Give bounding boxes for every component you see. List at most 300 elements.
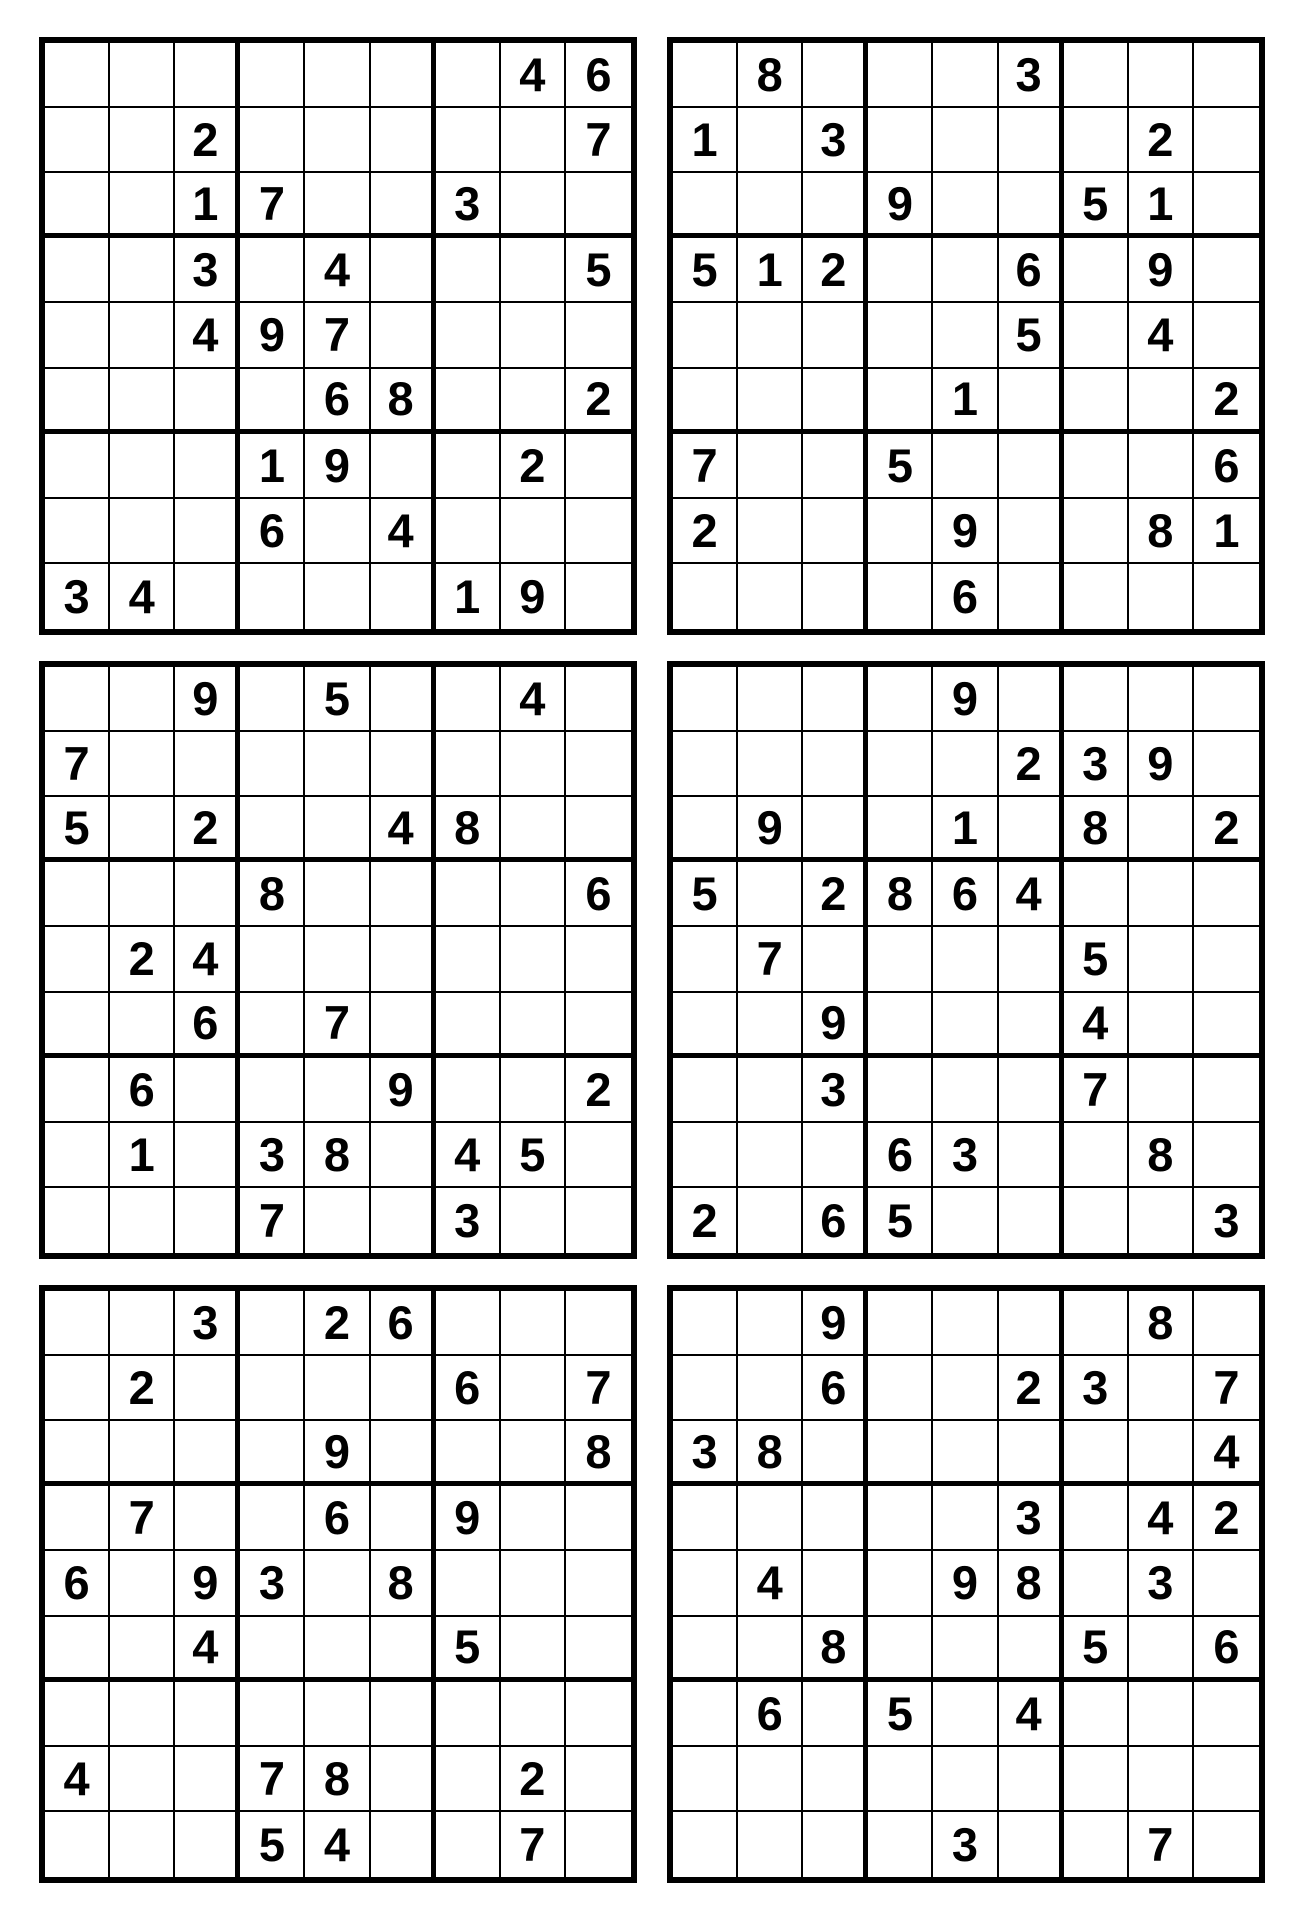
empty-cell-r7c8[interactable] (501, 1058, 566, 1123)
empty-cell-r9c4[interactable] (868, 564, 933, 629)
empty-cell-r1c7[interactable] (1064, 667, 1129, 732)
empty-cell-r7c1[interactable] (45, 1682, 110, 1747)
empty-cell-r5c1[interactable] (673, 1551, 738, 1616)
empty-cell-r9c8[interactable] (1129, 1188, 1194, 1253)
empty-cell-r5c5[interactable] (933, 927, 998, 992)
empty-cell-r1c6[interactable] (371, 43, 436, 108)
empty-cell-r1c7[interactable] (436, 1291, 501, 1356)
empty-cell-r3c9[interactable] (1194, 173, 1259, 238)
empty-cell-r4c7[interactable] (1064, 1486, 1129, 1551)
empty-cell-r8c8[interactable] (1129, 1747, 1194, 1812)
empty-cell-r6c5[interactable] (933, 1617, 998, 1682)
empty-cell-r6c7[interactable] (436, 369, 501, 434)
empty-cell-r6c3[interactable] (803, 369, 868, 434)
empty-cell-r8c6[interactable] (371, 1747, 436, 1812)
empty-cell-r2c2[interactable] (738, 108, 803, 173)
empty-cell-r3c3[interactable] (803, 173, 868, 238)
empty-cell-r4c6[interactable] (371, 862, 436, 927)
empty-cell-r8c2[interactable] (110, 1747, 175, 1812)
empty-cell-r1c4[interactable] (868, 667, 933, 732)
empty-cell-r9c6[interactable] (999, 564, 1064, 629)
empty-cell-r3c4[interactable] (240, 797, 305, 862)
empty-cell-r6c2[interactable] (738, 993, 803, 1058)
empty-cell-r4c6[interactable] (371, 238, 436, 303)
empty-cell-r1c4[interactable] (868, 43, 933, 108)
empty-cell-r9c1[interactable] (673, 1812, 738, 1877)
empty-cell-r7c2[interactable] (110, 434, 175, 499)
empty-cell-r9c6[interactable] (371, 1812, 436, 1877)
empty-cell-r1c9[interactable] (566, 1291, 631, 1356)
empty-cell-r2c4[interactable] (240, 732, 305, 797)
empty-cell-r3c2[interactable] (738, 173, 803, 238)
empty-cell-r8c7[interactable] (1064, 499, 1129, 564)
empty-cell-r9c7[interactable] (436, 1812, 501, 1877)
empty-cell-r1c9[interactable] (1194, 667, 1259, 732)
empty-cell-r2c5[interactable] (933, 732, 998, 797)
empty-cell-r6c4[interactable] (868, 369, 933, 434)
empty-cell-r9c7[interactable] (1064, 1812, 1129, 1877)
empty-cell-r5c5[interactable] (305, 1551, 370, 1616)
empty-cell-r5c3[interactable] (803, 303, 868, 368)
empty-cell-r4c4[interactable] (240, 1486, 305, 1551)
empty-cell-r8c6[interactable] (999, 1123, 1064, 1188)
empty-cell-r9c1[interactable] (673, 564, 738, 629)
empty-cell-r1c9[interactable] (1194, 43, 1259, 108)
empty-cell-r1c5[interactable] (933, 43, 998, 108)
empty-cell-r3c3[interactable] (175, 1421, 240, 1486)
empty-cell-r1c3[interactable] (803, 667, 868, 732)
empty-cell-r7c6[interactable] (999, 434, 1064, 499)
empty-cell-r7c9[interactable] (566, 1682, 631, 1747)
empty-cell-r9c3[interactable] (803, 564, 868, 629)
empty-cell-r6c8[interactable] (501, 1617, 566, 1682)
empty-cell-r4c2[interactable] (110, 862, 175, 927)
empty-cell-r9c9[interactable] (566, 1188, 631, 1253)
empty-cell-r5c2[interactable] (738, 303, 803, 368)
empty-cell-r8c9[interactable] (566, 499, 631, 564)
empty-cell-r2c4[interactable] (868, 1356, 933, 1421)
empty-cell-r5c9[interactable] (566, 303, 631, 368)
empty-cell-r8c2[interactable] (738, 1123, 803, 1188)
empty-cell-r3c6[interactable] (999, 797, 1064, 862)
empty-cell-r9c3[interactable] (175, 564, 240, 629)
empty-cell-r4c7[interactable] (1064, 862, 1129, 927)
empty-cell-r4c7[interactable] (1064, 238, 1129, 303)
empty-cell-r2c1[interactable] (45, 108, 110, 173)
empty-cell-r8c6[interactable] (999, 499, 1064, 564)
empty-cell-r5c4[interactable] (868, 1551, 933, 1616)
empty-cell-r5c7[interactable] (1064, 1551, 1129, 1616)
empty-cell-r6c7[interactable] (1064, 369, 1129, 434)
empty-cell-r9c9[interactable] (566, 1812, 631, 1877)
empty-cell-r2c6[interactable] (371, 732, 436, 797)
empty-cell-r7c5[interactable] (933, 434, 998, 499)
empty-cell-r3c8[interactable] (501, 1421, 566, 1486)
empty-cell-r1c7[interactable] (436, 43, 501, 108)
empty-cell-r2c5[interactable] (305, 1356, 370, 1421)
empty-cell-r9c2[interactable] (738, 1812, 803, 1877)
empty-cell-r6c2[interactable] (738, 369, 803, 434)
empty-cell-r9c2[interactable] (110, 1812, 175, 1877)
empty-cell-r7c7[interactable] (1064, 434, 1129, 499)
empty-cell-r7c4[interactable] (240, 1682, 305, 1747)
empty-cell-r4c8[interactable] (501, 862, 566, 927)
empty-cell-r7c3[interactable] (803, 1682, 868, 1747)
empty-cell-r1c6[interactable] (999, 1291, 1064, 1356)
empty-cell-r4c2[interactable] (110, 238, 175, 303)
empty-cell-r1c2[interactable] (110, 1291, 175, 1356)
empty-cell-r2c2[interactable] (110, 732, 175, 797)
empty-cell-r6c2[interactable] (110, 369, 175, 434)
empty-cell-r5c4[interactable] (868, 927, 933, 992)
empty-cell-r9c4[interactable] (240, 564, 305, 629)
empty-cell-r5c9[interactable] (1194, 927, 1259, 992)
empty-cell-r7c5[interactable] (933, 1058, 998, 1123)
empty-cell-r1c1[interactable] (45, 43, 110, 108)
empty-cell-r9c9[interactable] (1194, 1812, 1259, 1877)
empty-cell-r6c1[interactable] (673, 1617, 738, 1682)
empty-cell-r5c5[interactable] (305, 927, 370, 992)
empty-cell-r8c3[interactable] (175, 1747, 240, 1812)
empty-cell-r4c5[interactable] (305, 862, 370, 927)
empty-cell-r9c7[interactable] (1064, 564, 1129, 629)
empty-cell-r1c2[interactable] (110, 43, 175, 108)
empty-cell-r9c2[interactable] (110, 1188, 175, 1253)
empty-cell-r7c7[interactable] (436, 434, 501, 499)
empty-cell-r6c7[interactable] (436, 993, 501, 1058)
empty-cell-r2c3[interactable] (175, 732, 240, 797)
empty-cell-r2c5[interactable] (305, 108, 370, 173)
empty-cell-r7c7[interactable] (1064, 1682, 1129, 1747)
empty-cell-r2c4[interactable] (868, 108, 933, 173)
empty-cell-r4c2[interactable] (738, 862, 803, 927)
empty-cell-r8c9[interactable] (1194, 1747, 1259, 1812)
empty-cell-r7c2[interactable] (738, 1058, 803, 1123)
empty-cell-r3c7[interactable] (436, 1421, 501, 1486)
empty-cell-r3c8[interactable] (501, 797, 566, 862)
empty-cell-r9c3[interactable] (803, 1812, 868, 1877)
empty-cell-r2c9[interactable] (1194, 108, 1259, 173)
empty-cell-r1c3[interactable] (175, 43, 240, 108)
empty-cell-r5c3[interactable] (803, 927, 868, 992)
empty-cell-r4c6[interactable] (371, 1486, 436, 1551)
empty-cell-r6c6[interactable] (999, 369, 1064, 434)
empty-cell-r4c9[interactable] (1194, 238, 1259, 303)
empty-cell-r7c1[interactable] (673, 1058, 738, 1123)
empty-cell-r1c1[interactable] (45, 1291, 110, 1356)
empty-cell-r5c9[interactable] (1194, 1551, 1259, 1616)
empty-cell-r7c2[interactable] (110, 1682, 175, 1747)
empty-cell-r5c1[interactable] (45, 927, 110, 992)
empty-cell-r7c3[interactable] (803, 434, 868, 499)
empty-cell-r9c3[interactable] (175, 1188, 240, 1253)
empty-cell-r2c7[interactable] (1064, 108, 1129, 173)
empty-cell-r6c4[interactable] (240, 993, 305, 1058)
empty-cell-r7c9[interactable] (566, 434, 631, 499)
empty-cell-r6c5[interactable] (305, 1617, 370, 1682)
empty-cell-r5c7[interactable] (436, 1551, 501, 1616)
empty-cell-r1c4[interactable] (240, 1291, 305, 1356)
empty-cell-r5c2[interactable] (110, 1551, 175, 1616)
empty-cell-r8c9[interactable] (1194, 1123, 1259, 1188)
empty-cell-r5c7[interactable] (1064, 303, 1129, 368)
empty-cell-r4c3[interactable] (175, 862, 240, 927)
empty-cell-r8c3[interactable] (803, 1123, 868, 1188)
empty-cell-r5c4[interactable] (868, 303, 933, 368)
empty-cell-r9c5[interactable] (933, 1188, 998, 1253)
empty-cell-r7c4[interactable] (868, 1058, 933, 1123)
empty-cell-r6c2[interactable] (738, 1617, 803, 1682)
empty-cell-r8c1[interactable] (45, 499, 110, 564)
empty-cell-r6c6[interactable] (371, 1617, 436, 1682)
empty-cell-r3c3[interactable] (803, 797, 868, 862)
empty-cell-r2c1[interactable] (673, 1356, 738, 1421)
empty-cell-r5c8[interactable] (501, 303, 566, 368)
empty-cell-r8c8[interactable] (501, 499, 566, 564)
empty-cell-r2c5[interactable] (305, 732, 370, 797)
empty-cell-r6c1[interactable] (673, 369, 738, 434)
empty-cell-r3c6[interactable] (371, 1421, 436, 1486)
empty-cell-r8c2[interactable] (110, 499, 175, 564)
empty-cell-r2c5[interactable] (933, 1356, 998, 1421)
empty-cell-r9c2[interactable] (738, 564, 803, 629)
empty-cell-r5c5[interactable] (933, 303, 998, 368)
empty-cell-r7c8[interactable] (1129, 434, 1194, 499)
empty-cell-r1c7[interactable] (1064, 43, 1129, 108)
empty-cell-r5c2[interactable] (110, 303, 175, 368)
empty-cell-r3c5[interactable] (305, 173, 370, 238)
empty-cell-r3c2[interactable] (110, 173, 175, 238)
empty-cell-r7c5[interactable] (933, 1682, 998, 1747)
empty-cell-r2c4[interactable] (868, 732, 933, 797)
empty-cell-r5c7[interactable] (436, 303, 501, 368)
empty-cell-r5c8[interactable] (501, 927, 566, 992)
empty-cell-r2c9[interactable] (566, 732, 631, 797)
empty-cell-r3c4[interactable] (868, 797, 933, 862)
empty-cell-r9c9[interactable] (1194, 564, 1259, 629)
empty-cell-r2c1[interactable] (45, 1356, 110, 1421)
empty-cell-r1c7[interactable] (1064, 1291, 1129, 1356)
empty-cell-r2c6[interactable] (371, 1356, 436, 1421)
empty-cell-r8c7[interactable] (1064, 1123, 1129, 1188)
empty-cell-r1c8[interactable] (1129, 667, 1194, 732)
empty-cell-r8c5[interactable] (933, 1747, 998, 1812)
empty-cell-r8c6[interactable] (371, 1123, 436, 1188)
empty-cell-r6c4[interactable] (868, 993, 933, 1058)
empty-cell-r6c2[interactable] (110, 993, 175, 1058)
empty-cell-r8c7[interactable] (436, 1747, 501, 1812)
empty-cell-r4c2[interactable] (738, 1486, 803, 1551)
empty-cell-r4c8[interactable] (501, 1486, 566, 1551)
empty-cell-r8c9[interactable] (566, 1123, 631, 1188)
empty-cell-r4c5[interactable] (933, 1486, 998, 1551)
empty-cell-r5c4[interactable] (240, 927, 305, 992)
empty-cell-r3c1[interactable] (673, 173, 738, 238)
empty-cell-r9c5[interactable] (305, 564, 370, 629)
empty-cell-r1c8[interactable] (501, 1291, 566, 1356)
empty-cell-r8c1[interactable] (673, 1123, 738, 1188)
empty-cell-r9c2[interactable] (738, 1188, 803, 1253)
empty-cell-r8c2[interactable] (738, 499, 803, 564)
empty-cell-r6c1[interactable] (673, 993, 738, 1058)
empty-cell-r2c5[interactable] (933, 108, 998, 173)
empty-cell-r4c3[interactable] (803, 1486, 868, 1551)
empty-cell-r1c7[interactable] (436, 667, 501, 732)
empty-cell-r5c9[interactable] (566, 927, 631, 992)
empty-cell-r1c8[interactable] (1129, 43, 1194, 108)
empty-cell-r6c2[interactable] (110, 1617, 175, 1682)
empty-cell-r3c4[interactable] (868, 1421, 933, 1486)
empty-cell-r5c9[interactable] (1194, 303, 1259, 368)
empty-cell-r2c2[interactable] (738, 1356, 803, 1421)
empty-cell-r3c7[interactable] (1064, 1421, 1129, 1486)
empty-cell-r9c6[interactable] (371, 1188, 436, 1253)
empty-cell-r6c6[interactable] (999, 1617, 1064, 1682)
empty-cell-r2c4[interactable] (240, 108, 305, 173)
empty-cell-r4c3[interactable] (175, 1486, 240, 1551)
empty-cell-r6c3[interactable] (175, 369, 240, 434)
empty-cell-r1c2[interactable] (738, 1291, 803, 1356)
empty-cell-r5c1[interactable] (45, 303, 110, 368)
empty-cell-r3c5[interactable] (933, 173, 998, 238)
empty-cell-r7c9[interactable] (1194, 1058, 1259, 1123)
empty-cell-r8c3[interactable] (803, 1747, 868, 1812)
empty-cell-r1c4[interactable] (240, 667, 305, 732)
empty-cell-r1c1[interactable] (45, 667, 110, 732)
empty-cell-r1c2[interactable] (110, 667, 175, 732)
empty-cell-r6c1[interactable] (45, 1617, 110, 1682)
empty-cell-r9c6[interactable] (371, 564, 436, 629)
empty-cell-r6c5[interactable] (933, 993, 998, 1058)
empty-cell-r2c7[interactable] (436, 108, 501, 173)
empty-cell-r2c3[interactable] (803, 732, 868, 797)
empty-cell-r3c4[interactable] (240, 1421, 305, 1486)
empty-cell-r7c4[interactable] (240, 1058, 305, 1123)
empty-cell-r6c6[interactable] (371, 993, 436, 1058)
empty-cell-r4c7[interactable] (436, 238, 501, 303)
empty-cell-r6c1[interactable] (45, 369, 110, 434)
empty-cell-r9c6[interactable] (999, 1812, 1064, 1877)
empty-cell-r3c1[interactable] (45, 173, 110, 238)
empty-cell-r6c9[interactable] (566, 993, 631, 1058)
empty-cell-r5c6[interactable] (999, 927, 1064, 992)
empty-cell-r6c8[interactable] (501, 369, 566, 434)
empty-cell-r8c3[interactable] (803, 499, 868, 564)
empty-cell-r2c8[interactable] (1129, 1356, 1194, 1421)
empty-cell-r5c9[interactable] (566, 1551, 631, 1616)
empty-cell-r7c8[interactable] (1129, 1058, 1194, 1123)
empty-cell-r5c8[interactable] (1129, 927, 1194, 992)
empty-cell-r5c6[interactable] (371, 303, 436, 368)
empty-cell-r7c8[interactable] (501, 1682, 566, 1747)
empty-cell-r3c9[interactable] (566, 173, 631, 238)
empty-cell-r7c1[interactable] (45, 1058, 110, 1123)
empty-cell-r3c6[interactable] (999, 1421, 1064, 1486)
empty-cell-r6c9[interactable] (1194, 993, 1259, 1058)
empty-cell-r8c1[interactable] (45, 1123, 110, 1188)
empty-cell-r1c1[interactable] (673, 667, 738, 732)
empty-cell-r9c7[interactable] (1064, 1188, 1129, 1253)
empty-cell-r4c9[interactable] (1194, 862, 1259, 927)
empty-cell-r8c2[interactable] (738, 1747, 803, 1812)
empty-cell-r9c4[interactable] (868, 1812, 933, 1877)
empty-cell-r6c8[interactable] (501, 993, 566, 1058)
empty-cell-r9c1[interactable] (45, 1188, 110, 1253)
empty-cell-r7c3[interactable] (175, 1058, 240, 1123)
empty-cell-r7c3[interactable] (175, 1682, 240, 1747)
empty-cell-r3c2[interactable] (110, 797, 175, 862)
empty-cell-r3c1[interactable] (45, 1421, 110, 1486)
empty-cell-r3c8[interactable] (501, 173, 566, 238)
empty-cell-r2c4[interactable] (240, 1356, 305, 1421)
empty-cell-r4c1[interactable] (45, 862, 110, 927)
empty-cell-r4c8[interactable] (501, 238, 566, 303)
empty-cell-r6c4[interactable] (240, 1617, 305, 1682)
empty-cell-r3c1[interactable] (673, 797, 738, 862)
empty-cell-r2c2[interactable] (110, 108, 175, 173)
empty-cell-r1c1[interactable] (673, 43, 738, 108)
empty-cell-r8c7[interactable] (436, 499, 501, 564)
empty-cell-r3c2[interactable] (110, 1421, 175, 1486)
empty-cell-r1c6[interactable] (371, 667, 436, 732)
empty-cell-r8c4[interactable] (868, 1747, 933, 1812)
empty-cell-r7c7[interactable] (436, 1682, 501, 1747)
empty-cell-r4c8[interactable] (1129, 862, 1194, 927)
empty-cell-r3c8[interactable] (1129, 1421, 1194, 1486)
empty-cell-r1c6[interactable] (999, 667, 1064, 732)
empty-cell-r7c6[interactable] (371, 1682, 436, 1747)
empty-cell-r4c4[interactable] (868, 238, 933, 303)
empty-cell-r1c1[interactable] (673, 1291, 738, 1356)
empty-cell-r3c5[interactable] (933, 1421, 998, 1486)
empty-cell-r5c1[interactable] (673, 927, 738, 992)
empty-cell-r3c5[interactable] (305, 797, 370, 862)
empty-cell-r9c1[interactable] (45, 1812, 110, 1877)
empty-cell-r1c5[interactable] (305, 43, 370, 108)
empty-cell-r7c5[interactable] (305, 1058, 370, 1123)
empty-cell-r9c6[interactable] (999, 1188, 1064, 1253)
empty-cell-r3c9[interactable] (566, 797, 631, 862)
empty-cell-r1c9[interactable] (1194, 1291, 1259, 1356)
empty-cell-r6c9[interactable] (566, 1617, 631, 1682)
empty-cell-r4c4[interactable] (868, 1486, 933, 1551)
empty-cell-r2c8[interactable] (501, 108, 566, 173)
empty-cell-r7c1[interactable] (45, 434, 110, 499)
empty-cell-r7c1[interactable] (673, 1682, 738, 1747)
empty-cell-r8c6[interactable] (999, 1747, 1064, 1812)
empty-cell-r4c1[interactable] (673, 1486, 738, 1551)
empty-cell-r4c7[interactable] (436, 862, 501, 927)
empty-cell-r2c1[interactable] (673, 732, 738, 797)
empty-cell-r7c3[interactable] (175, 434, 240, 499)
empty-cell-r4c9[interactable] (566, 1486, 631, 1551)
empty-cell-r8c1[interactable] (673, 1747, 738, 1812)
empty-cell-r8c4[interactable] (868, 499, 933, 564)
empty-cell-r2c8[interactable] (501, 1356, 566, 1421)
empty-cell-r2c2[interactable] (738, 732, 803, 797)
empty-cell-r2c8[interactable] (501, 732, 566, 797)
empty-cell-r9c3[interactable] (175, 1812, 240, 1877)
empty-cell-r4c4[interactable] (240, 238, 305, 303)
empty-cell-r7c6[interactable] (999, 1058, 1064, 1123)
empty-cell-r8c3[interactable] (175, 499, 240, 564)
empty-cell-r2c3[interactable] (175, 1356, 240, 1421)
empty-cell-r7c5[interactable] (305, 1682, 370, 1747)
empty-cell-r2c6[interactable] (371, 108, 436, 173)
empty-cell-r2c7[interactable] (436, 732, 501, 797)
empty-cell-r4c1[interactable] (45, 238, 110, 303)
empty-cell-r6c8[interactable] (1129, 369, 1194, 434)
